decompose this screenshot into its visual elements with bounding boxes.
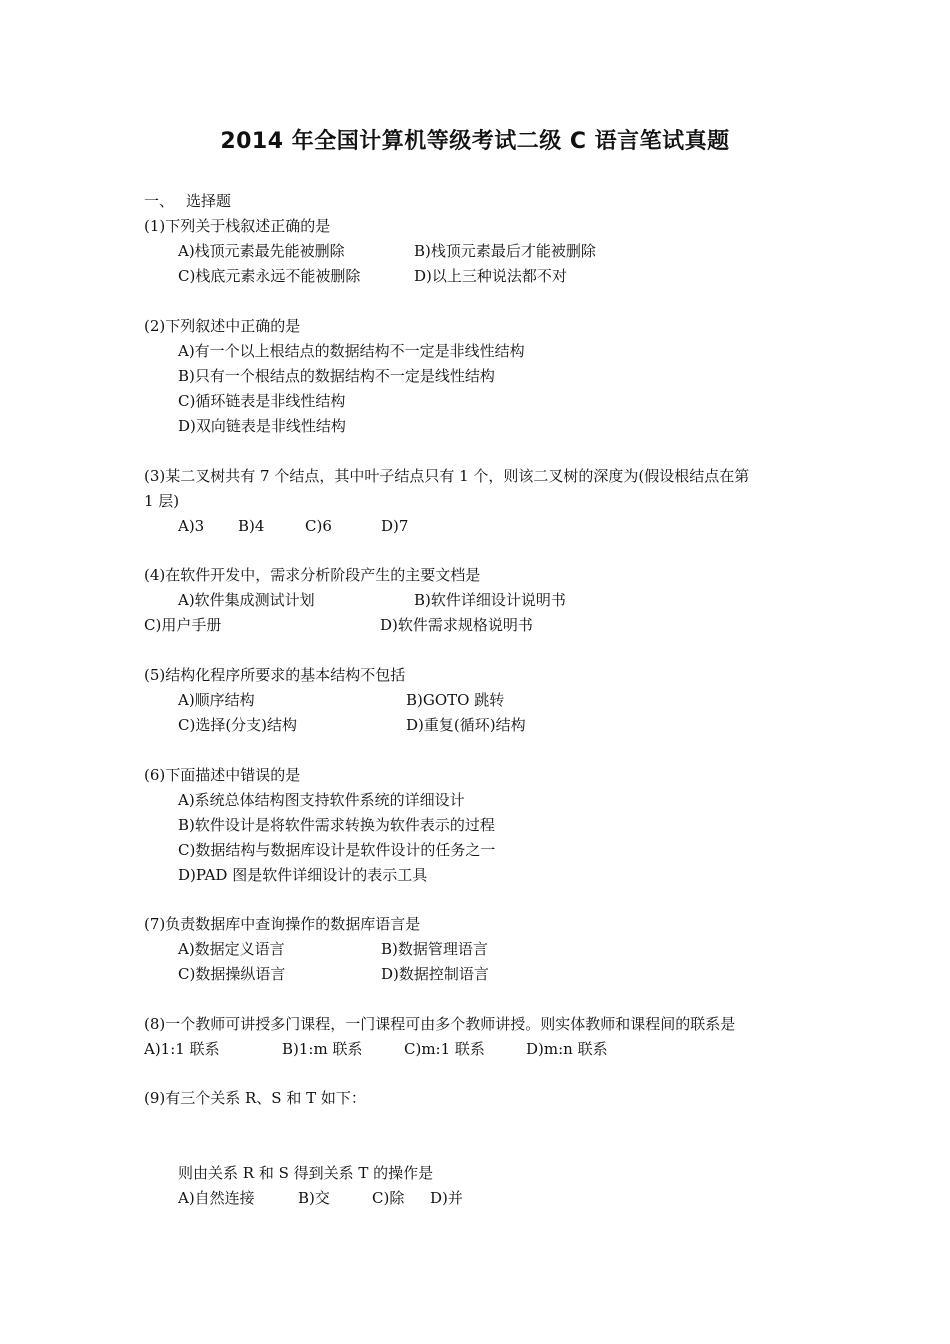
section-number: 一、 <box>144 192 175 210</box>
question-6-option-b: B)软件设计是将软件需求转换为软件表示的过程 <box>178 816 495 834</box>
question-9-option-a: A)自然连接 <box>178 1189 255 1207</box>
page-title: 2014 年全国计算机等级考试二级 C 语言笔试真题 <box>220 129 730 154</box>
question-9-option-c: C)除 <box>372 1189 405 1207</box>
question-2-option-a: A)有一个以上根结点的数据结构不一定是非线性结构 <box>178 342 525 360</box>
section-heading: 选择题 <box>186 192 232 210</box>
question-5-stem: (5)结构化程序所要求的基本结构不包括 <box>144 666 406 684</box>
question-3-option-c: C)6 <box>305 517 332 535</box>
question-1-option-c: C)栈底元素永远不能被删除 <box>178 267 361 285</box>
question-4-option-d: D)软件需求规格说明书 <box>380 616 533 634</box>
question-9-stem-continued: 则由关系 R 和 S 得到关系 T 的操作是 <box>178 1164 434 1182</box>
question-8-stem: (8)一个教师可讲授多门课程，一门课程可由多个教师讲授。则实体教师和课程间的联系是 <box>144 1015 736 1033</box>
question-4-option-c: C)用户手册 <box>144 616 222 634</box>
question-1-option-d: D)以上三种说法都不对 <box>414 267 567 285</box>
question-3-stem-continued: 1 层) <box>144 492 180 510</box>
question-3-option-d: D)7 <box>381 517 409 535</box>
question-6-option-a: A)系统总体结构图支持软件系统的详细设计 <box>178 791 465 809</box>
question-8-option-c: C)m:1 联系 <box>404 1040 485 1058</box>
question-7-option-a: A)数据定义语言 <box>178 940 285 958</box>
question-1-option-b: B)栈顶元素最后才能被删除 <box>414 242 596 260</box>
question-2-option-d: D)双向链表是非线性结构 <box>178 417 346 435</box>
question-4-option-b: B)软件详细设计说明书 <box>414 591 566 609</box>
question-9-option-d: D)并 <box>430 1189 463 1207</box>
question-3-option-b: B)4 <box>238 517 265 535</box>
question-1-stem: (1)下列关于栈叙述正确的是 <box>144 217 331 235</box>
question-6-stem: (6)下面描述中错误的是 <box>144 766 301 784</box>
question-5-option-c: C)选择(分支)结构 <box>178 716 298 734</box>
question-5-option-a: A)顺序结构 <box>178 691 255 709</box>
question-8-option-b: B)1:m 联系 <box>282 1040 363 1058</box>
question-2-option-b: B)只有一个根结点的数据结构不一定是线性结构 <box>178 367 495 385</box>
question-7-stem: (7)负责数据库中查询操作的数据库语言是 <box>144 915 421 933</box>
question-2-option-c: C)循环链表是非线性结构 <box>178 392 346 410</box>
question-8-option-d: D)m:n 联系 <box>526 1040 608 1058</box>
question-7-option-d: D)数据控制语言 <box>381 965 489 983</box>
question-5-option-d: D)重复(循环)结构 <box>406 716 526 734</box>
question-2-stem: (2)下列叙述中正确的是 <box>144 317 301 335</box>
question-9-option-b: B)交 <box>298 1189 330 1207</box>
question-1-option-a: A)栈顶元素最先能被删除 <box>178 242 345 260</box>
question-7-option-b: B)数据管理语言 <box>381 940 488 958</box>
question-4-stem: (4)在软件开发中，需求分析阶段产生的主要文档是 <box>144 566 481 584</box>
question-9-stem: (9)有三个关系 R、S 和 T 如下： <box>144 1089 366 1107</box>
question-3-stem: (3)某二叉树共有 7 个结点，其中叶子结点只有 1 个，则该二叉树的深度为(假设根结点在第 <box>144 467 750 485</box>
question-7-option-c: C)数据操纵语言 <box>178 965 286 983</box>
question-3-option-a: A)3 <box>178 517 205 535</box>
question-8-option-a: A)1:1 联系 <box>144 1040 220 1058</box>
question-4-option-a: A)软件集成测试计划 <box>178 591 315 609</box>
question-5-option-b: B)GOTO 跳转 <box>406 691 505 709</box>
question-6-option-d: D)PAD 图是软件详细设计的表示工具 <box>178 866 428 884</box>
question-6-option-c: C)数据结构与数据库设计是软件设计的任务之一 <box>178 841 496 859</box>
